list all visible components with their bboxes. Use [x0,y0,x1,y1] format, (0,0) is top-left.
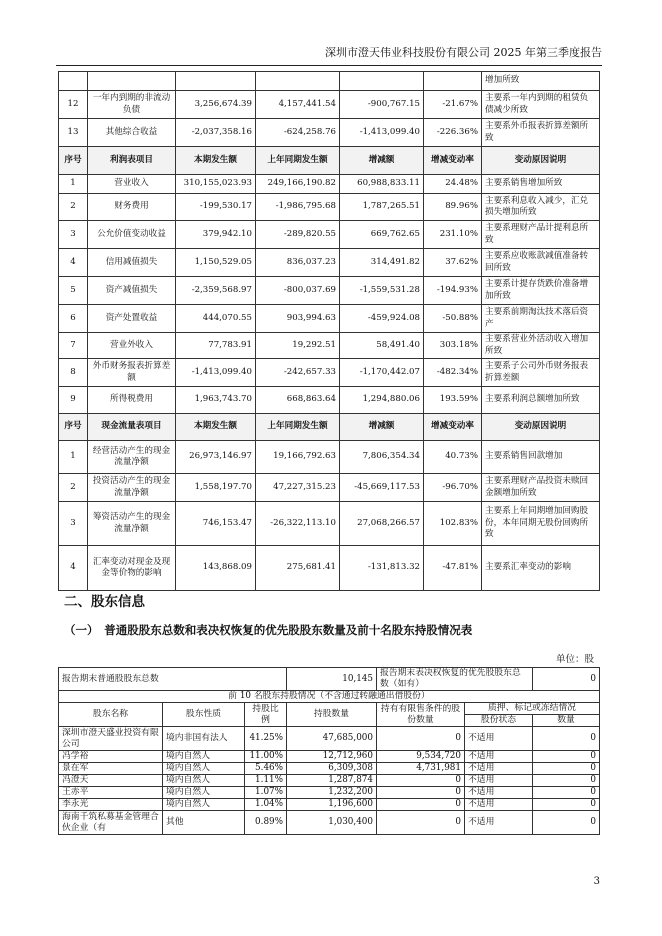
cell-item: 筹资活动产生的现金流量净额 [88,502,176,546]
cell-prev: -624,258.76 [256,119,340,147]
cell-nature: 境内非国有法人 [163,727,245,751]
cell-reason: 主要系理财产品投资未赎回金额增加所致 [482,474,600,502]
table-row [59,359,600,387]
cell-rate: 303.18% [424,333,482,359]
cell-nature: 其他 [163,811,245,835]
cell-no: 6 [59,305,88,333]
table-row [59,333,600,359]
cell-no: 3 [59,502,88,546]
shareholder-row [59,751,600,763]
col-header-nature: 股东性质 [163,703,245,727]
cell-item: 营业外收入 [88,333,176,359]
cell-nature: 境内自然人 [163,763,245,775]
col-header-reason: 变动原因说明 [482,414,600,441]
cell-item: 资产减值损失 [88,277,176,305]
table-row [59,546,600,591]
cell-item [88,72,176,91]
cell-cur [176,72,256,91]
cell-chg: 7,806,354.34 [340,441,424,474]
col-header-status: 股份状态 [465,715,533,727]
cell-reason: 主要系利息收入减少，汇兑损失增加所致 [482,194,600,221]
cell-rate: 193.59% [424,387,482,414]
cell-nature: 境内自然人 [163,787,245,799]
cell-prev: 903,994.63 [256,305,340,333]
cell-chg: 1,787,265.51 [340,194,424,221]
cell-rate: 89.96% [424,194,482,221]
col-header-cur: 本期发生额 [176,414,256,441]
cell-chg: 1,294,880.06 [340,387,424,414]
cell-ratio: 11.00% [245,751,287,763]
cell-rate: 40.73% [424,441,482,474]
cell-name: 景在军 [59,763,163,775]
header-row-1 [59,703,600,715]
cell-count: 0 [533,775,600,787]
cell-prev: 836,037.23 [256,249,340,277]
cell-ratio: 1.11% [245,775,287,787]
cell-no: 8 [59,359,88,387]
cell-no: 4 [59,249,88,277]
cell-rate: -21.67% [424,91,482,119]
col-header-qty: 持股数量 [287,703,377,727]
cell-no: 1 [59,441,88,474]
cell-cur: -199,530.17 [176,194,256,221]
section-title-shareholders: 二、股东信息 [64,594,145,610]
shareholder-row [59,799,600,811]
cell-count: 0 [533,763,600,775]
cell-prev: -289,820.55 [256,221,340,249]
cell-chg: -1,413,099.40 [340,119,424,147]
cell-qty: 1,030,400 [287,811,377,835]
cell-item: 投资活动产生的现金流量净额 [88,474,176,502]
cell-chg: 60,988,833.11 [340,175,424,194]
cell-qty: 1,196,600 [287,799,377,811]
cell-item: 公允价值变动收益 [88,221,176,249]
cell-restricted: 0 [377,799,465,811]
cell-no: 3 [59,221,88,249]
cell-status: 不适用 [465,751,533,763]
cell-name: 李永光 [59,799,163,811]
change-analysis-table [58,71,600,591]
cell-reason: 主要系前期淘汰技术落后资产 [482,305,600,333]
cell-reason: 主要系子公司外币财务报表折算差额 [482,359,600,387]
cell-prev: -26,322,113.10 [256,502,340,546]
cell-cur: -2,359,568.97 [176,277,256,305]
col-header-reason: 变动原因说明 [482,147,600,175]
cell-ratio: 41.25% [245,727,287,751]
cell-chg: -459,924.08 [340,305,424,333]
cell-item: 财务费用 [88,194,176,221]
cell-rate: 231.10% [424,221,482,249]
cell-prev [256,72,340,91]
cell-qty: 12,712,960 [287,751,377,763]
cell-no: 1 [59,175,88,194]
cell-ratio: 1.07% [245,787,287,799]
cell-reason: 主要系计提存货跌价准备增加所致 [482,277,600,305]
shareholder-row [59,763,600,775]
table-row [59,221,600,249]
top10-title-row [59,691,600,703]
cell-status: 不适用 [465,775,533,787]
cell-chg: 58,491.40 [340,333,424,359]
cell-rate: 37.62% [424,249,482,277]
cell-no [59,72,88,91]
page-number: 3 [593,876,600,887]
col-header-item: 现金流量表项目 [88,414,176,441]
cell-rate: -47.81% [424,546,482,591]
cell-ratio: 0.89% [245,811,287,835]
cell-qty: 1,232,200 [287,787,377,799]
cell-rate: -226.36% [424,119,482,147]
cell-count: 0 [533,811,600,835]
cell-status: 不适用 [465,811,533,835]
cell-cur: -1,413,099.40 [176,359,256,387]
col-header-rate: 增减变动率 [424,147,482,175]
col-header-pledge-group: 质押、标记或冻结情况 [465,703,600,715]
cell-prev: 19,166,792.63 [256,441,340,474]
cell-prev: -1,986,795.68 [256,194,340,221]
cell-reason: 主要系销售回款增加 [482,441,600,474]
cell-count: 0 [533,751,600,763]
cell-reason: 主要系一年内到期的租赁负债减少所致 [482,91,600,119]
cell-no: 4 [59,546,88,591]
cell-name: 王赤平 [59,787,163,799]
cell-reason: 主要系应收账款减值准备转回所致 [482,249,600,277]
cell-cur: 379,942.10 [176,221,256,249]
cell-cur: -2,037,358.16 [176,119,256,147]
cell-reason: 主要系利润总额增加所致 [482,387,600,414]
cell-cur: 26,973,146.97 [176,441,256,474]
cell-prev: 4,157,441.54 [256,91,340,119]
cell-name: 深圳市澄天盛业投资有限公司 [59,727,163,751]
cell-name: 冯澄天 [59,775,163,787]
common-holders-value: 10,145 [287,668,377,691]
unit-label: 单位：股 [555,654,594,665]
table-row [59,502,600,546]
cell-cur: 77,783.91 [176,333,256,359]
cell-rate: 102.83% [424,502,482,546]
summary-row [59,668,600,691]
cell-no: 2 [59,194,88,221]
cell-cur: 1,150,529.05 [176,249,256,277]
table-row [59,91,600,119]
cell-no: 7 [59,333,88,359]
cell-name: 冯学裕 [59,751,163,763]
cell-rate: 24.48% [424,175,482,194]
profit-header-row [59,147,600,175]
cell-item: 一年内到期的非流动负债 [88,91,176,119]
cell-name: 海南千筑私募基金管理合伙企业（有 [59,811,163,835]
preferred-holders-value: 0 [533,668,600,691]
cell-count: 0 [533,727,600,751]
cell-chg: 27,068,266.57 [340,502,424,546]
cell-status: 不适用 [465,787,533,799]
cell-prev: 19,292.51 [256,333,340,359]
cell-reason: 主要系理财产品计提利息所致 [482,221,600,249]
cell-chg: -900,767.15 [340,91,424,119]
col-header-no: 序号 [59,147,88,175]
cell-restricted: 4,731,981 [377,763,465,775]
cell-prev: 668,863.64 [256,387,340,414]
cell-status: 不适用 [465,727,533,751]
col-header-restricted: 持有有限售条件的股份数量 [377,703,465,727]
table-row [59,249,600,277]
shareholder-table [58,667,600,835]
cell-reason: 增加所致 [482,72,600,91]
cell-qty: 6,309,308 [287,763,377,775]
cell-item: 汇率变动对现金及现金等价物的影响 [88,546,176,591]
cell-cur: 746,153.47 [176,502,256,546]
shareholder-row [59,727,600,751]
col-header-ratio: 持股比例 [245,703,287,727]
table-row [59,441,600,474]
cell-item: 外币财务报表折算差额 [88,359,176,387]
table-row [59,175,600,194]
cell-count: 0 [533,799,600,811]
cell-nature: 境内自然人 [163,775,245,787]
cell-rate: -194.93% [424,277,482,305]
cell-prev: 275,681.41 [256,546,340,591]
table-row [59,194,600,221]
col-header-prev: 上年同期发生额 [256,147,340,175]
table-row [59,72,600,91]
cell-chg: -1,559,531.28 [340,277,424,305]
table-row [59,305,600,333]
col-header-name: 股东名称 [59,703,163,727]
cell-restricted: 0 [377,787,465,799]
cell-item: 所得税费用 [88,387,176,414]
table-row [59,387,600,414]
cell-no: 12 [59,91,88,119]
col-header-chg: 增减额 [340,414,424,441]
cell-qty: 1,287,874 [287,775,377,787]
shareholder-row [59,775,600,787]
cell-cur: 1,558,197.70 [176,474,256,502]
cell-ratio: 1.04% [245,799,287,811]
col-header-item: 利润表项目 [88,147,176,175]
cell-prev: -242,657.33 [256,359,340,387]
cell-reason: 主要系销售增加所致 [482,175,600,194]
cell-reason: 主要系上年同期增加回购股份，本年同期无股份回购所致 [482,502,600,546]
cell-restricted: 9,534,720 [377,751,465,763]
cell-cur: 1,963,743.70 [176,387,256,414]
cell-ratio: 5.46% [245,763,287,775]
cell-nature: 境内自然人 [163,799,245,811]
table-row [59,277,600,305]
top10-title: 前 10 名股东持股情况（不含通过转融通出借股份） [59,691,600,703]
cell-cur: 310,155,023.93 [176,175,256,194]
cell-chg: -1,170,442.07 [340,359,424,387]
cell-item: 营业收入 [88,175,176,194]
col-header-chg: 增减额 [340,147,424,175]
cell-reason: 主要系外币报表折算差额所致 [482,119,600,147]
cell-restricted: 0 [377,727,465,751]
cell-status: 不适用 [465,763,533,775]
cell-prev: 249,166,190.82 [256,175,340,194]
cell-reason: 主要系汇率变动的影响 [482,546,600,591]
cell-nature: 境内自然人 [163,751,245,763]
cell-no: 2 [59,474,88,502]
cell-restricted: 0 [377,811,465,835]
cell-cur: 444,070.55 [176,305,256,333]
col-header-count: 数量 [533,715,600,727]
common-holders-label: 报告期末普通股股东总数 [59,668,287,691]
cash-header-row [59,414,600,441]
page-header: 深圳市澄天伟业科技股份有限公司 2025 年第三季度报告 [56,44,602,66]
cell-chg: 314,491.82 [340,249,424,277]
subsection-title: （一） 普通股股东总数和表决权恢复的优先股股东数量及前十名股东持股情况表 [64,623,473,637]
preferred-holders-label: 报告期末表决权恢复的优先股股东总数（如有） [377,668,533,691]
cell-no: 5 [59,277,88,305]
cell-count: 0 [533,787,600,799]
cell-no: 13 [59,119,88,147]
col-header-no: 序号 [59,414,88,441]
cell-prev: -800,037.69 [256,277,340,305]
cell-restricted: 0 [377,775,465,787]
cell-reason: 主要系营业外活动收入增加所致 [482,333,600,359]
cell-chg: 669,762.65 [340,221,424,249]
table-row [59,474,600,502]
col-header-rate: 增减变动率 [424,414,482,441]
cell-chg: -131,813.32 [340,546,424,591]
cell-status: 不适用 [465,799,533,811]
cell-item: 经营活动产生的现金流量净额 [88,441,176,474]
cell-prev: 47,227,315.23 [256,474,340,502]
cell-no: 9 [59,387,88,414]
cell-rate: -482.34% [424,359,482,387]
cell-item: 信用减值损失 [88,249,176,277]
cell-item: 资产处置收益 [88,305,176,333]
table-row [59,119,600,147]
cell-cur: 3,256,674.39 [176,91,256,119]
cell-chg [340,72,424,91]
cell-qty: 47,685,000 [287,727,377,751]
cell-rate: -50.88% [424,305,482,333]
cell-rate: -96.70% [424,474,482,502]
shareholder-row [59,811,600,835]
col-header-prev: 上年同期发生额 [256,414,340,441]
cell-item: 其他综合收益 [88,119,176,147]
col-header-cur: 本期发生额 [176,147,256,175]
shareholder-row [59,787,600,799]
cell-rate [424,72,482,91]
cell-cur: 143,868.09 [176,546,256,591]
cell-chg: -45,669,117.53 [340,474,424,502]
